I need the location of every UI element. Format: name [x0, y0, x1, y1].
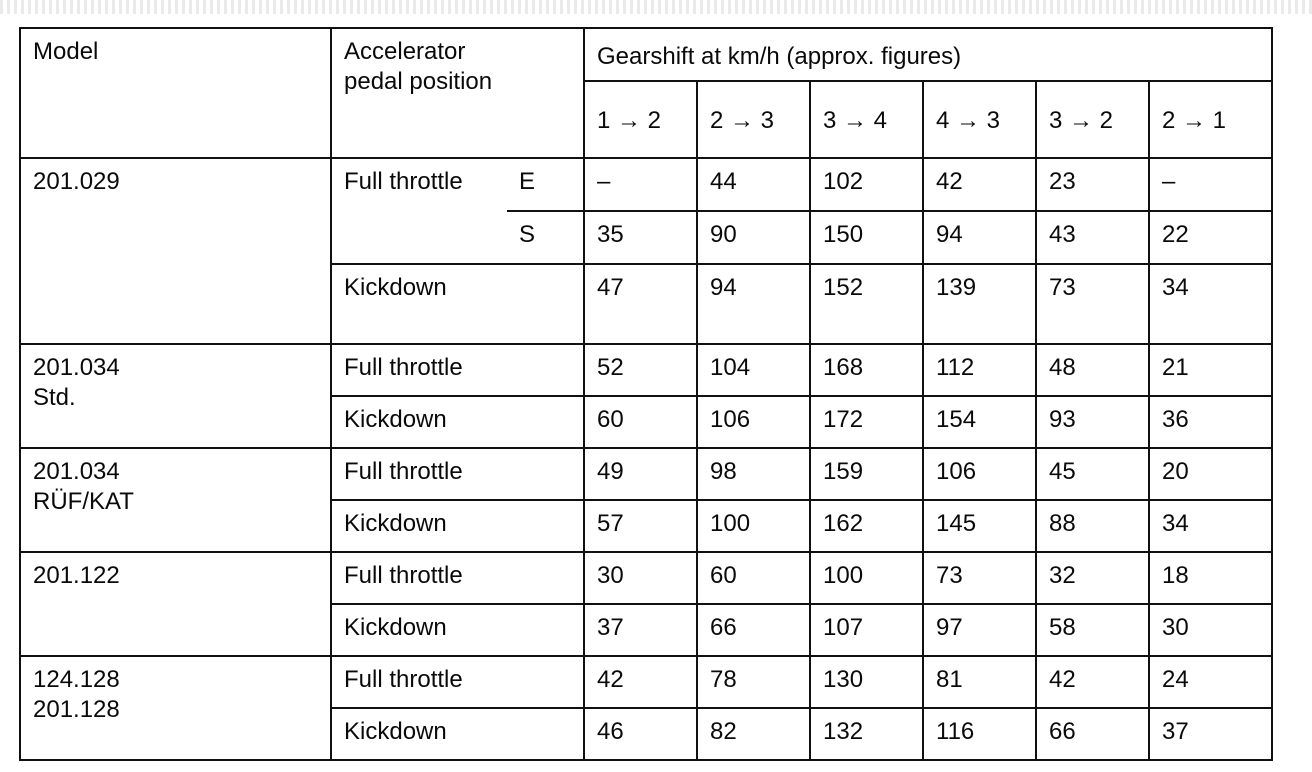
table-row — [20, 448, 1272, 500]
model-line: 201.128 — [33, 696, 120, 723]
accelerator-header-line1: Accelerator — [344, 38, 466, 65]
value-cell: 34 — [1149, 500, 1272, 552]
model-cell: 201.122 — [20, 552, 331, 656]
shift-header-3-4: 3 → 4 — [810, 81, 923, 158]
value-cell: 49 — [584, 448, 697, 500]
value-cell: 102 — [810, 158, 923, 211]
table-row — [20, 158, 1272, 211]
value-cell: 106 — [923, 448, 1036, 500]
value-cell: 145 — [923, 500, 1036, 552]
model-cell — [20, 656, 331, 760]
shift-header-1-2: 1 → 2 — [584, 81, 697, 158]
pedal-cell: Kickdown — [331, 500, 584, 552]
value-cell: 100 — [810, 552, 923, 604]
value-cell: 81 — [923, 656, 1036, 708]
value-cell: 78 — [697, 656, 810, 708]
shift-header-3-2: 3 → 2 — [1036, 81, 1149, 158]
value-cell: 32 — [1036, 552, 1149, 604]
model-line: 124.128 — [33, 666, 120, 693]
header-row-1 — [20, 28, 1272, 81]
value-cell: 57 — [584, 500, 697, 552]
value-cell: 36 — [1149, 396, 1272, 448]
value-cell: 60 — [584, 396, 697, 448]
model-cell: 201.029 — [20, 158, 331, 344]
pedal-cell: Full throttle — [331, 448, 584, 500]
value-cell: 88 — [1036, 500, 1149, 552]
pedal-cell: Kickdown — [331, 708, 584, 760]
value-cell: 139 — [923, 264, 1036, 344]
value-cell: 30 — [584, 552, 697, 604]
table-row — [20, 656, 1272, 708]
value-cell: 132 — [810, 708, 923, 760]
value-cell: 42 — [923, 158, 1036, 211]
pedal-cell: Kickdown — [331, 604, 584, 656]
value-cell: 35 — [584, 211, 697, 264]
value-cell: 42 — [584, 656, 697, 708]
value-cell: 93 — [1036, 396, 1149, 448]
value-cell: 82 — [697, 708, 810, 760]
pedal-cell: Full throttle — [331, 344, 584, 396]
value-cell: 18 — [1149, 552, 1272, 604]
model-header: Model — [20, 28, 331, 158]
value-cell: 24 — [1149, 656, 1272, 708]
pedal-cell: Full throttle — [331, 552, 584, 604]
value-cell: 66 — [1036, 708, 1149, 760]
shift-header-2-3: 2 → 3 — [697, 81, 810, 158]
value-cell: 100 — [697, 500, 810, 552]
pedal-cell: Kickdown — [331, 264, 584, 344]
value-cell: 37 — [1149, 708, 1272, 760]
model-line: 201.034 — [33, 458, 120, 485]
table-row — [20, 552, 1272, 604]
shift-header-4-3: 4 → 3 — [923, 81, 1036, 158]
pedal-cell: Full throttle — [331, 656, 584, 708]
pedal-cell: Full throttle — [331, 158, 507, 264]
value-cell: 43 — [1036, 211, 1149, 264]
pedal-cell: Kickdown — [331, 396, 584, 448]
value-cell: 154 — [923, 396, 1036, 448]
accelerator-header — [331, 28, 584, 158]
gearshift-header: Gearshift at km/h (approx. figures) — [584, 28, 1272, 81]
value-cell: 150 — [810, 211, 923, 264]
value-cell: 45 — [1036, 448, 1149, 500]
value-cell: – — [584, 158, 697, 211]
value-cell: 90 — [697, 211, 810, 264]
value-cell: 60 — [697, 552, 810, 604]
model-line: 201.034 — [33, 354, 120, 381]
value-cell: 34 — [1149, 264, 1272, 344]
value-cell: 98 — [697, 448, 810, 500]
model-cell — [20, 344, 331, 448]
value-cell: 106 — [697, 396, 810, 448]
value-cell: 73 — [923, 552, 1036, 604]
value-cell: 42 — [1036, 656, 1149, 708]
value-cell: 66 — [697, 604, 810, 656]
value-cell: 73 — [1036, 264, 1149, 344]
value-cell: 22 — [1149, 211, 1272, 264]
value-cell: 94 — [923, 211, 1036, 264]
value-cell: 30 — [1149, 604, 1272, 656]
value-cell: – — [1149, 158, 1272, 211]
model-line: RÜF/KAT — [33, 488, 134, 515]
value-cell: 159 — [810, 448, 923, 500]
value-cell: 52 — [584, 344, 697, 396]
scan-header-noise — [0, 0, 1312, 14]
model-cell — [20, 448, 331, 552]
value-cell: 97 — [923, 604, 1036, 656]
value-cell: 116 — [923, 708, 1036, 760]
value-cell: 58 — [1036, 604, 1149, 656]
model-line: Std. — [33, 384, 76, 411]
value-cell: 112 — [923, 344, 1036, 396]
value-cell: 94 — [697, 264, 810, 344]
value-cell: 152 — [810, 264, 923, 344]
value-cell: 47 — [584, 264, 697, 344]
value-cell: 23 — [1036, 158, 1149, 211]
value-cell: 37 — [584, 604, 697, 656]
value-cell: 172 — [810, 396, 923, 448]
value-cell: 46 — [584, 708, 697, 760]
table-row — [20, 344, 1272, 396]
mode-cell: S — [507, 211, 584, 264]
mode-cell: E — [507, 158, 584, 211]
value-cell: 48 — [1036, 344, 1149, 396]
shift-header-2-1: 2 → 1 — [1149, 81, 1272, 158]
value-cell: 21 — [1149, 344, 1272, 396]
accelerator-header-line2: pedal position — [344, 68, 493, 95]
value-cell: 130 — [810, 656, 923, 708]
value-cell: 44 — [697, 158, 810, 211]
value-cell: 107 — [810, 604, 923, 656]
value-cell: 162 — [810, 500, 923, 552]
value-cell: 104 — [697, 344, 810, 396]
gearshift-table — [19, 27, 1273, 761]
value-cell: 20 — [1149, 448, 1272, 500]
value-cell: 168 — [810, 344, 923, 396]
